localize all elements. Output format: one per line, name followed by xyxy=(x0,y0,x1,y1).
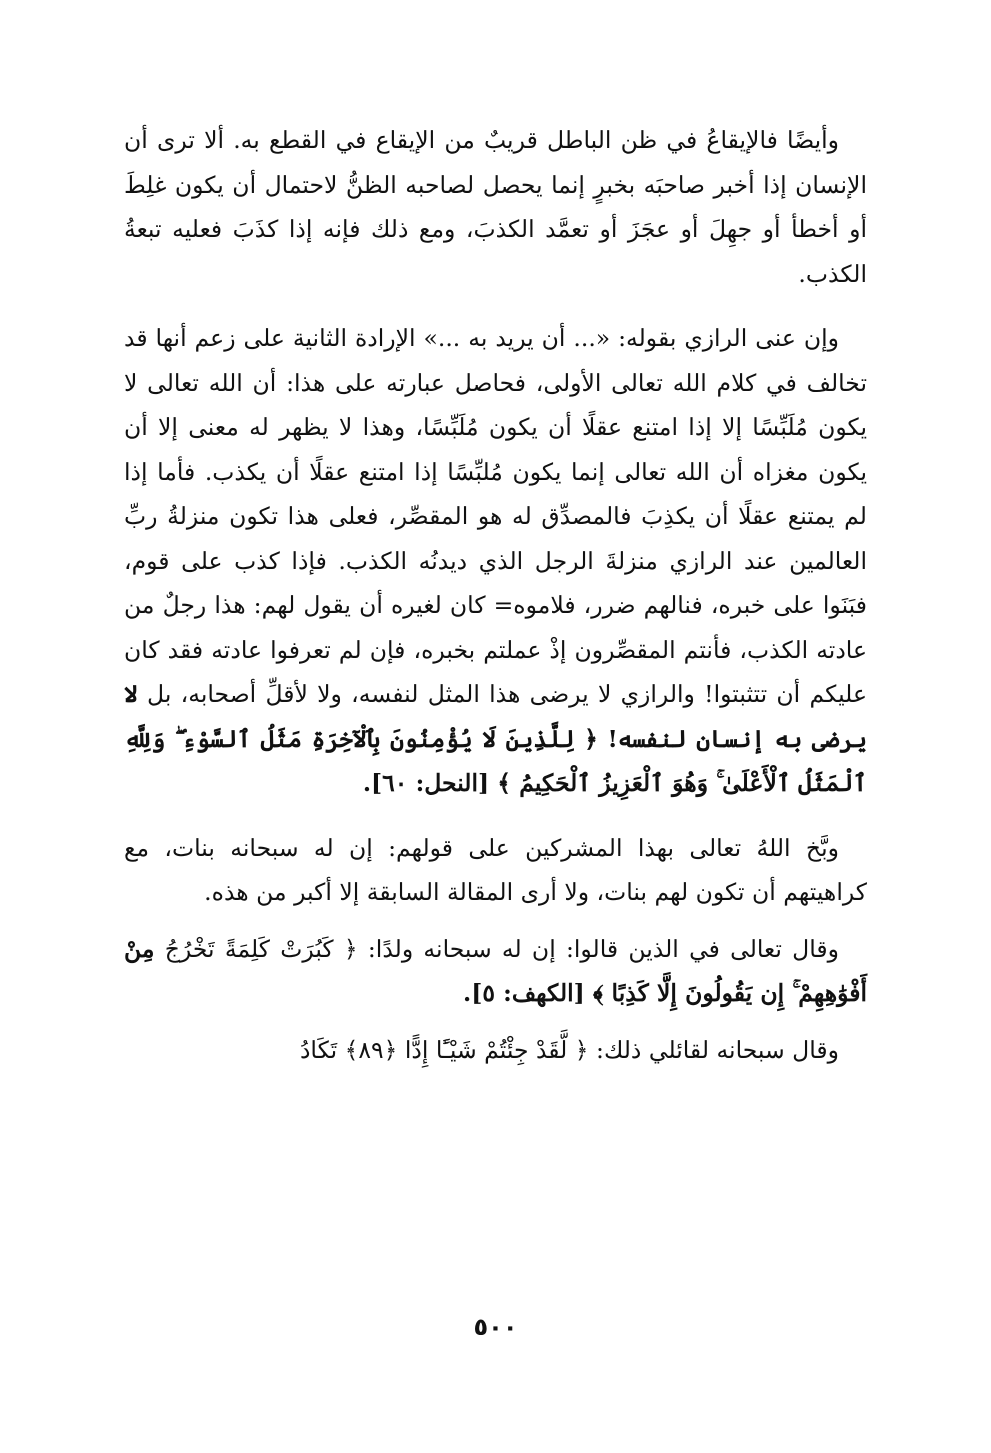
text-line: الإنسان إذا أخبر صاحبَه بخبرٍ إنما يحصل لصاحبه الظنُّ لاحتمال أن يكون xyxy=(174,170,867,199)
body-text xyxy=(124,118,867,1072)
text-line: كراهيتهم أن تكون لهم بنات، ولا أرى المقالة السابقة إلا أكبر من هذه. xyxy=(204,878,867,906)
text-line: فبَنَوا على خبره، فنالهم ضرر، فلاموه= كان لغيره أن يقول لهم: هذا رجلٌ من xyxy=(124,591,867,619)
paragraph xyxy=(124,118,867,296)
text-line: غلِطَ أو أخطأ أو جهِلَ أو عجَزَ أو تعمَّد الكذبَ، ومع ذلك فإنه إذا كذَبَ فعليه xyxy=(124,170,867,243)
paragraph xyxy=(124,826,867,915)
text-line: يكون مغزاه أن الله تعالى إنما يكون مُلبِّسًا إذا امتنع عقلًا أن يكذب. فأما إذا لم xyxy=(124,457,867,530)
text-line: عليكم أن تتثبتوا! والرازي لا يرضى هذا المثل لنفسه، ولا لأقلِّ أصحابه، بل xyxy=(147,680,867,708)
text-line: عادته الكذب، فأنتم المقصِّرون إذْ عملتم بخبره، فإن لم تعرفوا عادته فقد كان xyxy=(124,635,867,664)
text-line: وقال سبحانه لقائلي ذلك: ﴿ لَّقَدْ جِئْتُمْ شَيْـًٔا إِدًّا ﴿٨٩﴾ تَكَادُ xyxy=(299,1035,839,1064)
text-line: يمتنع عقلًا أن يكذِبَ فالمصدِّق له هو المقصِّر، فعلى هذا تكون منزلةُ ربِّ xyxy=(124,502,835,530)
text-line: العالمين عند الرازي منزلةَ الرجل الذي ديدنُه الكذب. فإذا كذب على قوم، xyxy=(124,546,867,575)
paragraph xyxy=(124,1028,867,1073)
text-line: وإن عنى الرازي بقوله: «... أن يريد به ...» الإرادة الثانية على زعم أنها xyxy=(155,324,839,352)
paragraph xyxy=(124,316,867,806)
text-line: لا يكون مُلَبِّسًا إلا إذا امتنع عقلًا أن يكون مُلَبِّسًا، وهذا لا يظهر له معنى إلا أن xyxy=(124,368,867,441)
text-line: وبَّخ اللهُ تعالى بهذا المشركين على قولهم: إن له سبحانه بنات، مع xyxy=(124,833,839,862)
quran-verse-line: لا يرضى به إنسان لنفسه! ﴿ لِلَّذِينَ لَا يُؤْمِنُونَ بِٱلْآخِرَةِ مَثَلُ ٱلسَّوْءِ ۖ وَلِلَّهِ ٱلْمَثَلُ xyxy=(124,680,867,797)
quran-verse-line: مِنْ أَفْوَٰهِهِمْ ۚ إِن يَقُولُونَ إِلَّا كَذِبًا ﴾ [الكهف: ٥]. xyxy=(124,934,867,1007)
page-number: ٥٠٠ xyxy=(473,1313,518,1341)
text-line: تبعةُ الكذب. xyxy=(124,215,867,288)
text-line: وأيضًا فالإيقاعُ في ظن الباطل قريبٌ من الإيقاع في القطع به. ألا ترى أن xyxy=(124,126,839,154)
paragraph xyxy=(124,927,867,1016)
text-line: قد تخالف في كلام الله تعالى الأولى، فحاصل عبارته على هذا: أن الله تعالى xyxy=(124,324,867,397)
text-line: وقال تعالى في الذين قالوا: إن له سبحانه ولدًا: ﴿ كَبُرَتْ كَلِمَةً تَخْرُجُ xyxy=(164,934,839,963)
quran-verse-line: ٱلْأَعْلَىٰ ۚ وَهُوَ ٱلْعَزِيزُ ٱلْحَكِيمُ ﴾ [النحل: ٦٠]. xyxy=(362,769,791,797)
